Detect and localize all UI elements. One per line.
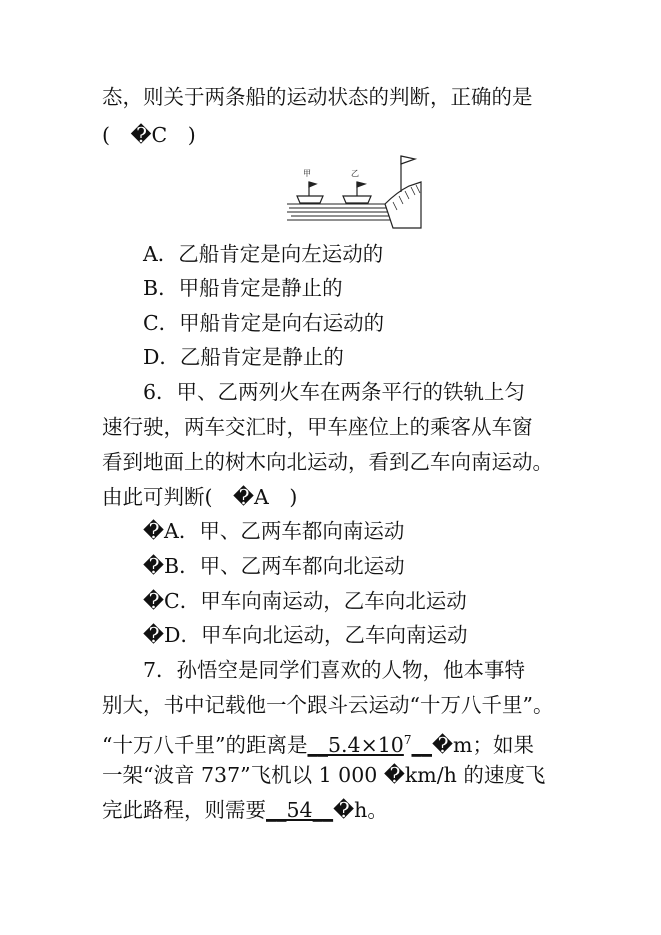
q6-line-1: 6．甲、乙两列火车在两条平行的铁轨上匀 — [143, 380, 526, 404]
q7-line-5-pre: 完此路程，则需要 — [102, 798, 266, 822]
q6-option-b: �B．甲、乙两车都向北运动 — [143, 554, 405, 578]
boat-jia — [297, 182, 323, 203]
label-jia: 甲 — [303, 169, 311, 178]
q7-line-3-post: �m；如果 — [431, 732, 534, 757]
q7-line-5 — [102, 795, 388, 825]
q7-line-2: 别大，书中记载他一个跟斗云运动“十万八千里”。 — [102, 693, 554, 717]
q7-line-3-pre: “十万八千里”的距离是 — [102, 732, 308, 757]
q7-line-1: 7．孙悟空是同学们喜欢的人物，他本事特 — [143, 658, 526, 682]
option-c: C．甲船肯定是向右运动的 — [143, 311, 385, 335]
label-yi: 乙 — [351, 169, 359, 178]
line-2-answer: ( �C ) — [102, 123, 196, 147]
q7-line-3 — [102, 725, 534, 760]
boats-figure — [285, 152, 423, 230]
q6-line-4-answer: 由此可判断( �A ) — [102, 485, 298, 509]
shore — [385, 182, 421, 228]
option-b: B．甲船肯定是静止的 — [143, 276, 343, 300]
answer-time: __54__ — [266, 798, 334, 822]
q6-line-3: 看到地面上的树木向北运动，看到乙车向南运动。 — [102, 450, 553, 474]
q6-option-c: �C．甲车向南运动，乙车向北运动 — [143, 589, 467, 613]
q6-line-2: 速行驶，两车交汇时，甲车座位上的乘客从车窗 — [102, 415, 533, 439]
option-a: A．乙船肯定是向左运动的 — [143, 242, 384, 266]
line-1: 态，则关于两条船的运动状态的判断，正确的是 — [102, 85, 533, 109]
q6-option-a: �A．甲、乙两车都向南运动 — [143, 519, 405, 543]
q7-line-5-post: �h。 — [333, 798, 388, 822]
answer-distance: __5.4×10 — [307, 732, 404, 757]
boat-yi — [343, 182, 371, 203]
answer-exponent: 7 — [403, 733, 412, 747]
q7-line-4: 一架“波音 737”飞机以 1 000 �km/h 的速度飞 — [102, 763, 546, 787]
answer-distance-tail: __ — [411, 732, 432, 757]
q6-option-d: �D．甲车向北运动，乙车向南运动 — [143, 623, 468, 647]
option-d: D．乙船肯定是静止的 — [143, 345, 344, 369]
